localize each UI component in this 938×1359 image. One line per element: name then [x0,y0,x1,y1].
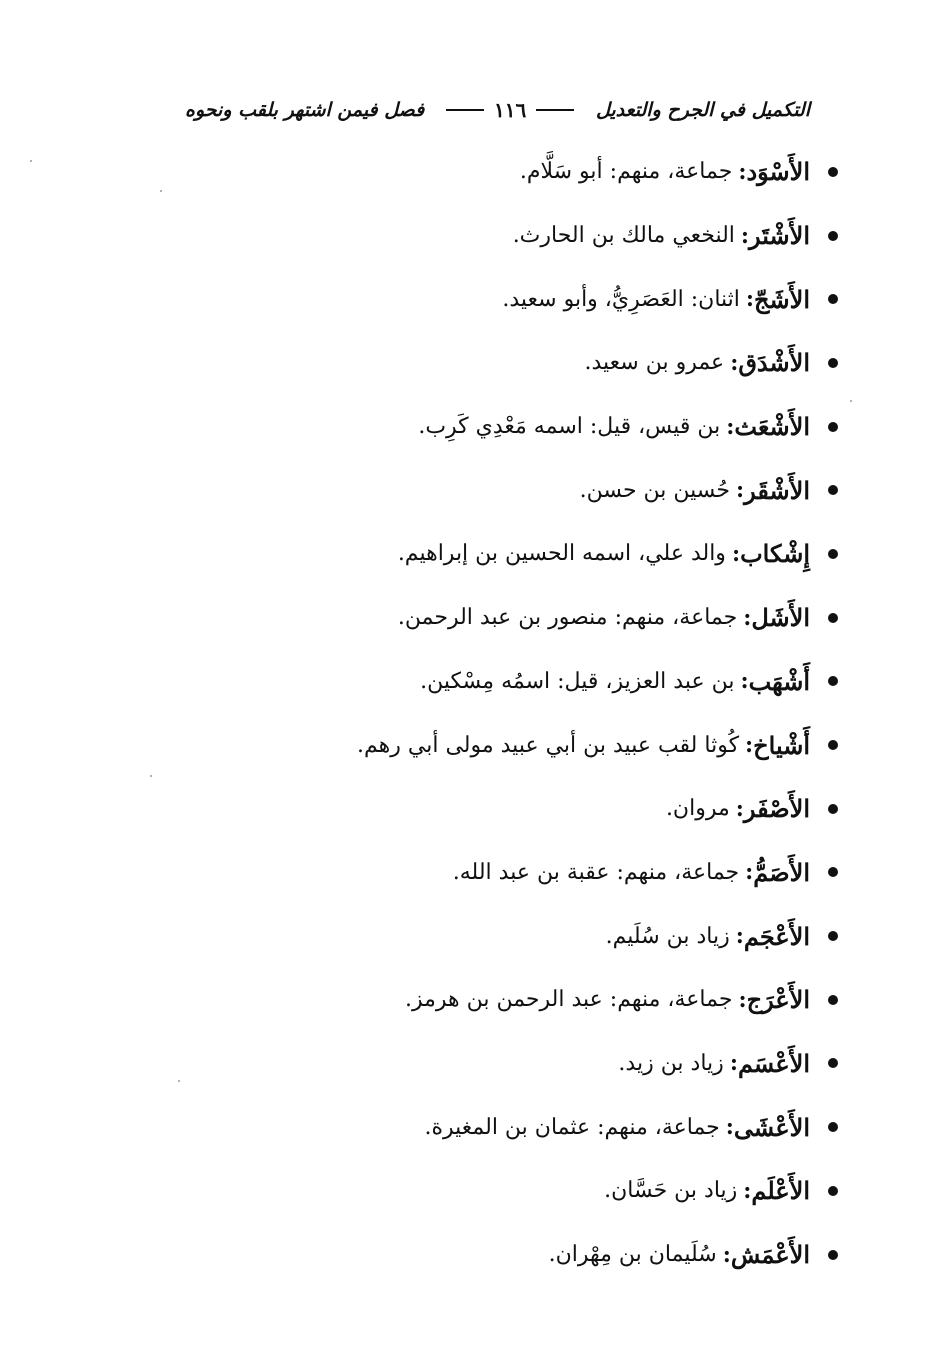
book-title: التكميل في الجرح والتعديل [595,99,810,121]
bullet-icon [828,613,838,623]
scan-speck [150,775,152,777]
bullet-icon [828,1122,838,1132]
entry-description: جماعة، منهم: عثمان بن المغيرة. [424,1114,720,1140]
scan-speck [160,190,162,192]
bullet-icon [828,867,838,877]
entry-colon: : [745,859,754,886]
entry-colon: : [745,732,754,759]
entry-description: بن قيس، قيل: اسمه مَعْدِي كَرِب. [418,414,721,440]
entry-description: جماعة، منهم: عقبة بن عبد الله. [452,859,740,885]
entry-colon: : [726,413,735,440]
list-item [278,841,838,905]
list-item [278,1223,838,1287]
list-item [278,395,838,459]
bullet-icon [828,995,838,1005]
page-number-group [446,98,574,122]
list-item [278,650,838,714]
bullet-icon [828,804,838,814]
entry-description: جماعة، منهم: منصور بن عبد الرحمن. [397,605,738,631]
list-item [278,586,838,650]
entry-description: بن عبد العزيز، قيل: اسمُه مِسْكين. [420,668,735,694]
entry-description: زياد بن سُلَيم. [605,923,730,949]
entry-term: الأَعْمَش [730,1240,810,1270]
list-item [278,140,838,204]
bullet-icon [828,231,838,241]
list-item [278,331,838,395]
running-header [185,92,810,128]
list-item [278,904,838,968]
entry-term: الأَسْوَد [746,157,810,187]
bullet-icon [828,358,838,368]
entry-term: الأَعْرَج [746,985,810,1015]
list-item [278,458,838,522]
bullet-icon [828,294,838,304]
entry-term: الأَشْقَر [744,475,810,505]
list-item [278,968,838,1032]
entry-description: كُوثا لقب عبيد بن أبي عبيد مولى أبي رهم. [357,732,740,758]
bullet-icon [828,676,838,686]
entry-colon: : [736,477,745,504]
entry-term: إِشْكاب [740,539,810,569]
entry-description: النخعي مالك بن الحارث. [512,223,735,249]
bullet-icon [828,931,838,941]
page-number: ١١٦ [493,98,527,122]
header-dash-divider [446,109,484,111]
entry-description: جماعة، منهم: أبو سَلَّام. [519,159,733,185]
entry-description: زياد بن زيد. [618,1050,724,1076]
entry-description: سُلَيمان بن مِهْران. [548,1242,717,1268]
entry-colon: : [743,604,752,631]
entry-colon: : [738,986,747,1013]
entry-description: حُسين بن حسن. [579,477,731,503]
entry-term: الأَعْلَم [751,1176,810,1206]
list-item [278,267,838,331]
bullet-icon [828,1058,838,1068]
entry-colon: : [743,1177,752,1204]
list-item [278,1032,838,1096]
list-item [278,522,838,586]
header-dash-divider [536,109,574,111]
entry-colon: : [730,349,739,376]
entry-colon: : [740,668,749,695]
bullet-icon [828,422,838,432]
scan-speck [30,160,32,162]
entry-term: الأَشْعَث [734,412,810,442]
bullet-icon [828,1250,838,1260]
list-item [278,777,838,841]
entry-colon: : [731,540,741,567]
entry-term: أَشْياخ [753,730,810,760]
entry-colon: : [740,222,750,249]
list-item [278,713,838,777]
entry-list [278,140,838,1286]
entry-description: اثنان: العَصَرِيُّ، وأبو سعيد. [502,286,740,312]
entry-term: الأَعْشَى [733,1112,810,1142]
bullet-icon [828,1186,838,1196]
entry-colon: : [735,923,744,950]
bullet-icon [828,549,838,559]
chapter-title: فصل فيمن اشتهر بلقب ونحوه [185,99,425,121]
entry-term: الأَشْتَر [749,221,810,251]
bullet-icon [828,740,838,750]
entry-description: عمرو بن سعيد. [584,350,725,376]
scan-speck [850,400,852,402]
entry-colon: : [725,1114,734,1141]
entry-description: جماعة، منهم: عبد الرحمن بن هرمز. [404,987,733,1013]
entry-description: مروان. [665,796,730,822]
entry-term: الأَعْسَم [737,1048,810,1078]
entry-term: الأَشَل [751,603,810,633]
entry-description: زياد بن حَسَّان. [604,1178,738,1204]
entry-colon: : [722,1241,731,1268]
entry-term: الأَشَجّ [754,284,810,314]
entry-colon: : [745,286,755,313]
list-item [278,1159,838,1223]
entry-colon: : [735,795,744,822]
entry-description: والد علي، اسمه الحسين بن إبراهيم. [397,541,726,567]
entry-colon: : [729,1050,738,1077]
scan-speck [178,1080,180,1082]
entry-colon: : [738,158,747,185]
list-item [278,204,838,268]
entry-term: الأَشْدَق [738,348,810,378]
bullet-icon [828,167,838,177]
entry-term: الأَصَمُّ [753,857,810,887]
entry-term: أَشْهَب [748,666,810,696]
list-item [278,1095,838,1159]
entry-term: الأَعْجَم [743,921,810,951]
bullet-icon [828,485,838,495]
entry-term: الأَصْفَر [743,794,810,824]
